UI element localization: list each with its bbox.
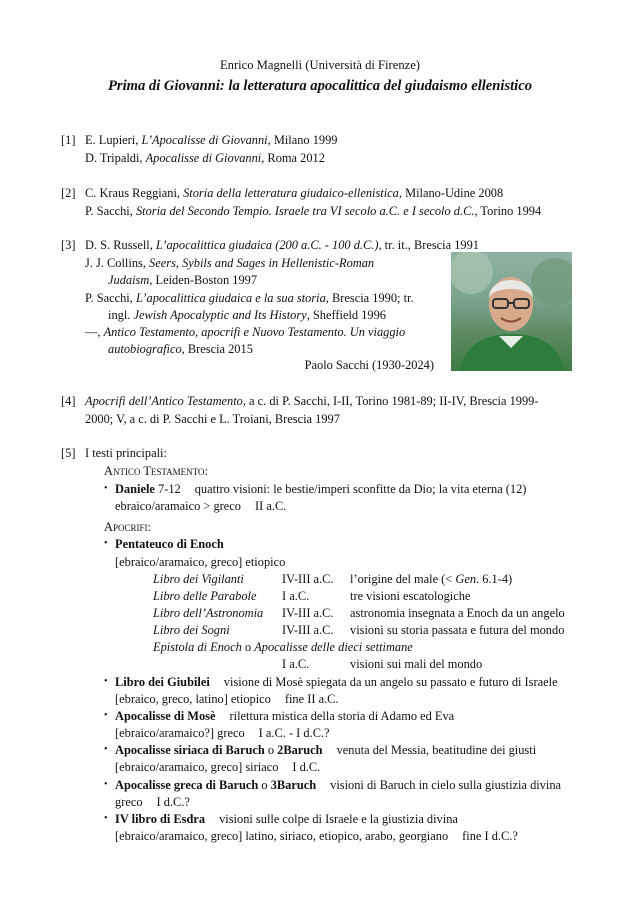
text: Apocalisse siriaca di Baruch — [115, 743, 265, 757]
text: D. Tripaldi, — [85, 151, 146, 165]
entry-baruch2-line-1 — [115, 742, 536, 758]
portrait-photo — [451, 252, 572, 371]
text: E. Lupieri, — [85, 133, 142, 147]
text: Judaism — [108, 273, 150, 287]
text: 7-12 — [154, 482, 181, 496]
entry-giubilei-line-1 — [115, 674, 558, 690]
text: Gen. — [455, 572, 480, 586]
enoch-book-title — [153, 605, 263, 621]
ref-3-line-2 — [85, 255, 374, 271]
text: Jewish Apocalyptic and Its History — [133, 308, 307, 322]
text: 6.1-4) — [479, 572, 513, 586]
text: P. Sacchi, — [85, 291, 136, 305]
bullet-icon: • — [104, 483, 108, 494]
ref-2-line-1 — [85, 185, 503, 201]
text: Apocalisse di Mosè — [115, 709, 216, 723]
enoch-book-date: I a.C. — [282, 589, 310, 603]
text: Storia della letteratura giudaico-ellenistica — [183, 186, 399, 200]
text: Apocalisse delle dieci settimane — [254, 640, 413, 654]
ref-number-3: [3] — [61, 238, 76, 252]
enoch-book-date: IV-III a.C. — [282, 572, 334, 586]
ref-3-line-7 — [108, 341, 253, 357]
text: L’apocalittica giudaica e la sua storia — [135, 291, 326, 305]
text: , Brescia 2015 — [181, 342, 253, 356]
ref-number-4: [4] — [61, 394, 76, 408]
enoch-epistola-title — [153, 639, 413, 655]
text: Storia del Secondo Tempio. Israele tra VI secolo a.C. e I secolo d.C. — [135, 204, 475, 218]
text: Apocalisse greca di Baruch — [115, 778, 259, 792]
text: J. J. Collins, — [85, 256, 150, 270]
portrait-illustration — [451, 252, 572, 371]
text: Libro dell’Astronomia — [153, 606, 264, 620]
text: greco — [115, 795, 143, 809]
text: C. Kraus Reggiani, — [85, 186, 184, 200]
text: Apocalisse di Giovanni — [145, 151, 262, 165]
entry-daniele-line-1 — [115, 481, 526, 497]
text: Libro dei Vigilanti — [153, 572, 244, 586]
photo-caption: Paolo Sacchi (1930-2024) — [304, 358, 434, 372]
entry-enoch-title — [115, 536, 224, 552]
entry-mose-line-1 — [115, 708, 454, 724]
bullet-icon: • — [104, 676, 108, 687]
text: [ebraico/aramaico, greco] siriaco — [115, 760, 279, 774]
enoch-book-desc: tre visioni escatologiche — [350, 589, 471, 603]
text: Pentateuco di Enoch — [115, 537, 224, 551]
bullet-icon: • — [104, 538, 108, 549]
ref-number-1: [1] — [61, 133, 76, 147]
enoch-book-desc: visioni su storia passata e futura del mondo — [350, 623, 565, 637]
text: Apocrifi dell’Antico Testamento — [85, 394, 243, 408]
text: Seers, Sybils and Sages in Hellenistic-Roman — [149, 256, 375, 270]
bullet-icon: • — [104, 710, 108, 721]
text: L’apocalittica giudaica (200 a.C. - 100 d.C.) — [155, 238, 379, 252]
section-intro: I testi principali: — [85, 446, 167, 460]
entry-daniele-line-2 — [115, 498, 286, 514]
entry-mose-line-2 — [115, 725, 330, 741]
text: ebraico/aramaico > greco — [115, 499, 241, 513]
text: 2Baruch — [277, 743, 323, 757]
text: , a c. di P. Sacchi, I-II, Torino 1981-89; II-IV, Brescia 1999- — [242, 394, 539, 408]
ref-3-line-6 — [85, 324, 405, 340]
entry-baruch2-line-2 — [115, 759, 320, 775]
document-title: Prima di Giovanni: la letteratura apocalittica del giudaismo ellenistico — [107, 78, 533, 94]
text: , Milano 1999 — [267, 133, 338, 147]
text: Libro dei Sogni — [153, 623, 230, 637]
text: D. S. Russell, — [85, 238, 156, 252]
text: visione di Mosè spiegata da un angelo su passato e futuro di Israele — [223, 675, 558, 689]
text: L’Apocalisse di Giovanni — [141, 133, 268, 147]
entry-esdra-line-2 — [115, 828, 518, 844]
text: fine I d.C.? — [462, 829, 518, 843]
text: Libro dei Giubilei — [115, 675, 210, 689]
text: ingl. — [108, 308, 134, 322]
text: , Brescia 1990; tr. — [325, 291, 414, 305]
enoch-book-title — [153, 622, 230, 638]
text: [ebraico, greco, latino] etiopico — [115, 692, 271, 706]
text: P. Sacchi, — [85, 204, 136, 218]
text: 3Baruch — [270, 778, 317, 792]
enoch-epistola-desc: visioni sui mali del mondo — [350, 657, 483, 671]
text: [ebraico/aramaico, greco] latino, siriaco, etiopico, arabo, georgiano — [115, 829, 449, 843]
bullet-icon: • — [104, 813, 108, 824]
ref-4-line-1 — [85, 393, 539, 409]
text: , Leiden-Boston 1997 — [149, 273, 258, 287]
bullet-icon: • — [104, 779, 108, 790]
bullet-icon: • — [104, 744, 108, 755]
text: II a.C. — [255, 499, 287, 513]
enoch-book-desc: astronomia insegnata a Enoch da un angelo — [350, 606, 565, 620]
text: Antico Testamento, apocrifi e Nuovo Testamento. Un viaggio — [103, 325, 406, 339]
text: , Sheffield 1996 — [306, 308, 386, 322]
enoch-book-date: IV-III a.C. — [282, 606, 334, 620]
text: , tr. it., Brescia 1991 — [378, 238, 479, 252]
text: , Roma 2012 — [261, 151, 325, 165]
entry-baruch3-line-1 — [115, 777, 561, 793]
text: l’origine del male (< — [350, 572, 456, 586]
text: Daniele — [115, 482, 155, 496]
ref-1-line-2 — [85, 150, 325, 166]
heading-apocrifi: Apocrifi: — [104, 520, 151, 534]
text: Epistola di Enoch — [153, 640, 242, 654]
ref-3-line-3 — [108, 272, 257, 288]
ref-3-line-5 — [108, 307, 386, 323]
ref-2-line-2 — [85, 203, 541, 219]
text: Libro delle Parabole — [153, 589, 257, 603]
text: quattro visioni: le bestie/imperi sconfitte da Dio; la vita eterna (12) — [194, 482, 527, 496]
entry-esdra-line-1 — [115, 811, 458, 827]
entry-giubilei-line-2 — [115, 691, 339, 707]
text: , Milano-Udine 2008 — [398, 186, 504, 200]
text: o — [241, 640, 255, 654]
entry-baruch3-line-2 — [115, 794, 190, 810]
text: venuta del Messia, beatitudine dei giusti — [336, 743, 537, 757]
ref-3-line-1 — [85, 237, 479, 253]
enoch-book-title — [153, 588, 256, 604]
heading-antico-testamento: Antico Testamento: — [104, 464, 208, 478]
ref-4-line-2: 2000; V, a c. di P. Sacchi e L. Troiani, Brescia 1997 — [85, 412, 340, 426]
ref-3-line-4 — [85, 290, 414, 306]
ref-1-line-1 — [85, 132, 338, 148]
text: visioni di Baruch in cielo sulla giustizia divina — [330, 778, 562, 792]
ref-number-5: [5] — [61, 446, 76, 460]
text: IV libro di Esdra — [115, 812, 206, 826]
text: —, — [85, 325, 104, 339]
enoch-book-desc — [350, 571, 512, 587]
text: rilettura mistica della storia di Adamo ed Eva — [229, 709, 455, 723]
text: I a.C. - I d.C.? — [258, 726, 330, 740]
text: fine II a.C. — [284, 692, 339, 706]
text: I d.C.? — [156, 795, 190, 809]
text: I d.C. — [292, 760, 321, 774]
text: o — [264, 743, 278, 757]
text: o — [258, 778, 271, 792]
enoch-book-title — [153, 571, 244, 587]
author-line: Enrico Magnelli (Università di Firenze) — [219, 58, 421, 72]
text: , Torino 1994 — [474, 204, 542, 218]
text: autobiografico — [108, 342, 182, 356]
enoch-book-date: IV-III a.C. — [282, 623, 334, 637]
ref-number-2: [2] — [61, 186, 76, 200]
text: [ebraico/aramaico?] greco — [115, 726, 245, 740]
enoch-epistola-date: I a.C. — [282, 657, 310, 671]
entry-enoch-lang: [ebraico/aramaico, greco] etiopico — [115, 555, 286, 569]
text: visioni sulle colpe di Israele e la giustizia divina — [219, 812, 458, 826]
